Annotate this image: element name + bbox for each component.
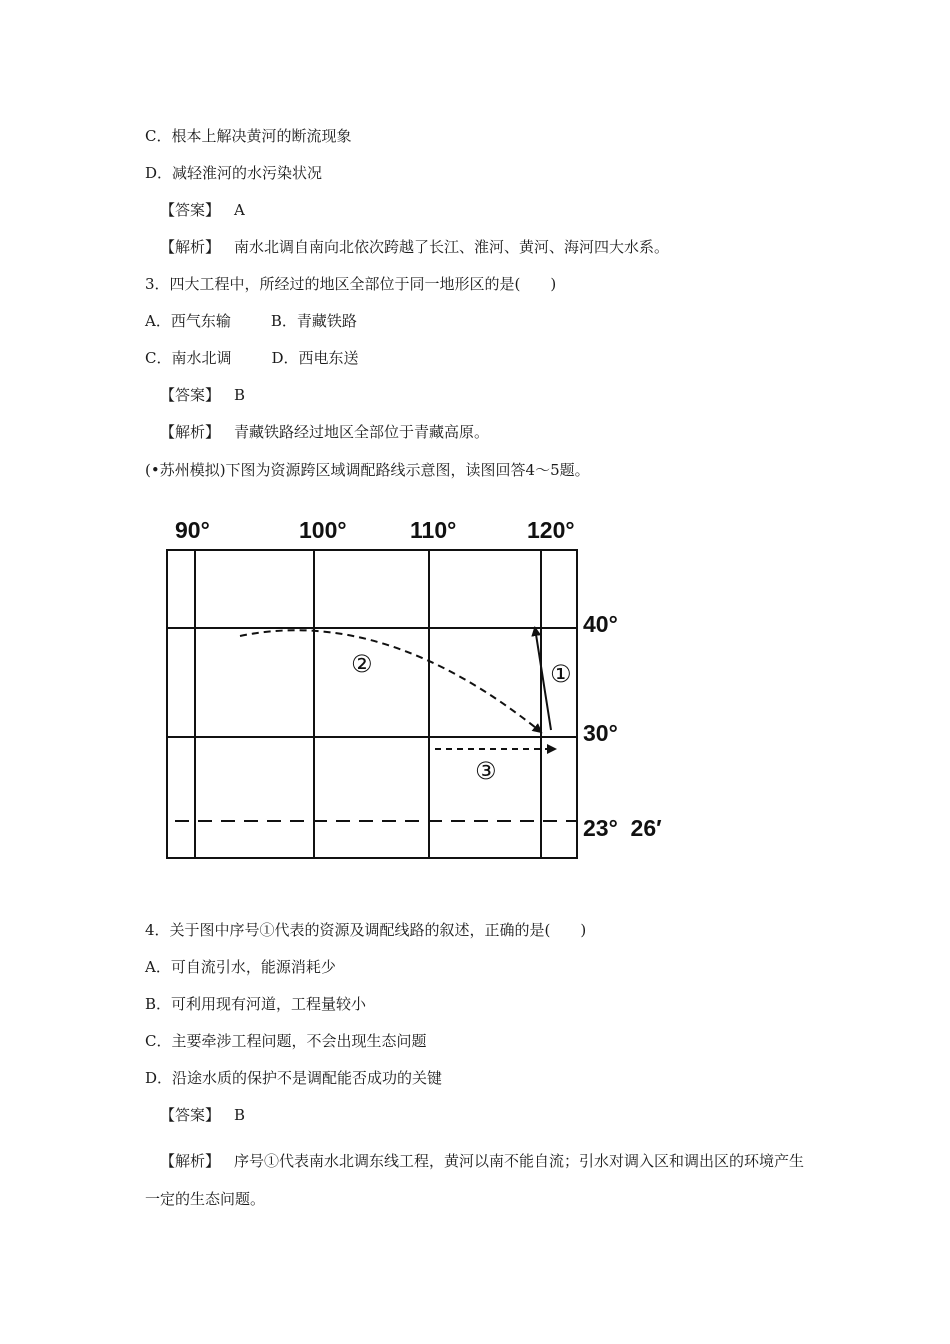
q3-stem: 3．四大工程中，所经过的地区全部位于同一地形区的是( ) — [145, 275, 557, 293]
q4-option-d: D．沿途水质的保护不是调配能否成功的关键 — [145, 1069, 443, 1087]
q2-answer-value: A — [234, 201, 245, 219]
answer-label: 【答案】 — [160, 386, 221, 404]
q3-option-c: C．南水北调 — [145, 349, 232, 367]
q2-answer-row — [145, 200, 245, 220]
q4-option-b: B．可利用现有河道，工程量较小 — [145, 995, 367, 1013]
route-3-marker: ③ — [475, 757, 497, 785]
q3-option-d: D．西电东送 — [271, 349, 359, 367]
answer-label: 【答案】 — [160, 201, 221, 219]
q3-options-cd — [145, 348, 359, 368]
route-1-path — [535, 628, 551, 730]
map-frame — [167, 550, 577, 858]
q4-option-a: A．可自流引水，能源消耗少 — [145, 958, 336, 976]
q4-option-c: C．主要牵涉工程问题，不会出现生态问题 — [145, 1032, 427, 1050]
intro-4-5: (•苏州模拟)下图为资源跨区域调配路线示意图，读图回答4～5题。 — [145, 461, 590, 479]
explanation-label: 【解析】 — [160, 238, 221, 256]
resource-route-map — [155, 510, 675, 870]
answer-label: 【答案】 — [160, 1106, 221, 1124]
q4-stem: 4．关于图中序号①代表的资源及调配线路的叙述，正确的是( ) — [145, 921, 587, 939]
q4-explanation-row — [145, 1142, 810, 1218]
q3-answer-value: B — [234, 386, 246, 404]
lon-label-110: 110° — [410, 517, 457, 543]
route-2-marker: ② — [351, 650, 373, 678]
explanation-label: 【解析】 — [160, 1152, 221, 1170]
q3-explanation-row — [145, 422, 489, 442]
route-1-marker: ① — [550, 660, 572, 688]
q3-options-ab — [145, 311, 357, 331]
q3-option-b: B．青藏铁路 — [270, 312, 357, 330]
q3-explanation-text: 青藏铁路经过地区全部位于青藏高原。 — [234, 423, 490, 441]
lon-label-100: 100° — [299, 517, 347, 543]
lon-label-90: 90° — [175, 517, 210, 543]
lat-label-40: 40° — [583, 611, 618, 637]
q4-answer-row — [145, 1105, 245, 1125]
lat-label-30: 30° — [583, 720, 618, 746]
q3-answer-row — [145, 385, 245, 405]
q2-option-d: D．减轻淮河的水污染状况 — [145, 164, 323, 182]
explanation-label: 【解析】 — [160, 423, 221, 441]
lat-label-tropic: 23° 26′ — [583, 815, 662, 841]
q2-explanation-row — [145, 237, 669, 257]
q4-explanation-text: 序号①代表南水北调东线工程，黄河以南不能自流；引水对调入区和调出区的环境产生一定的生态问题。 — [145, 1152, 805, 1208]
q4-answer-value: B — [234, 1106, 246, 1124]
lon-label-120: 120° — [527, 517, 575, 543]
route-2-path — [240, 630, 541, 732]
q3-option-a: A．西气东输 — [145, 312, 231, 330]
q2-option-c: C．根本上解决黄河的断流现象 — [145, 127, 352, 145]
q2-explanation-text: 南水北调自南向北依次跨越了长江、淮河、黄河、海河四大水系。 — [234, 238, 670, 256]
